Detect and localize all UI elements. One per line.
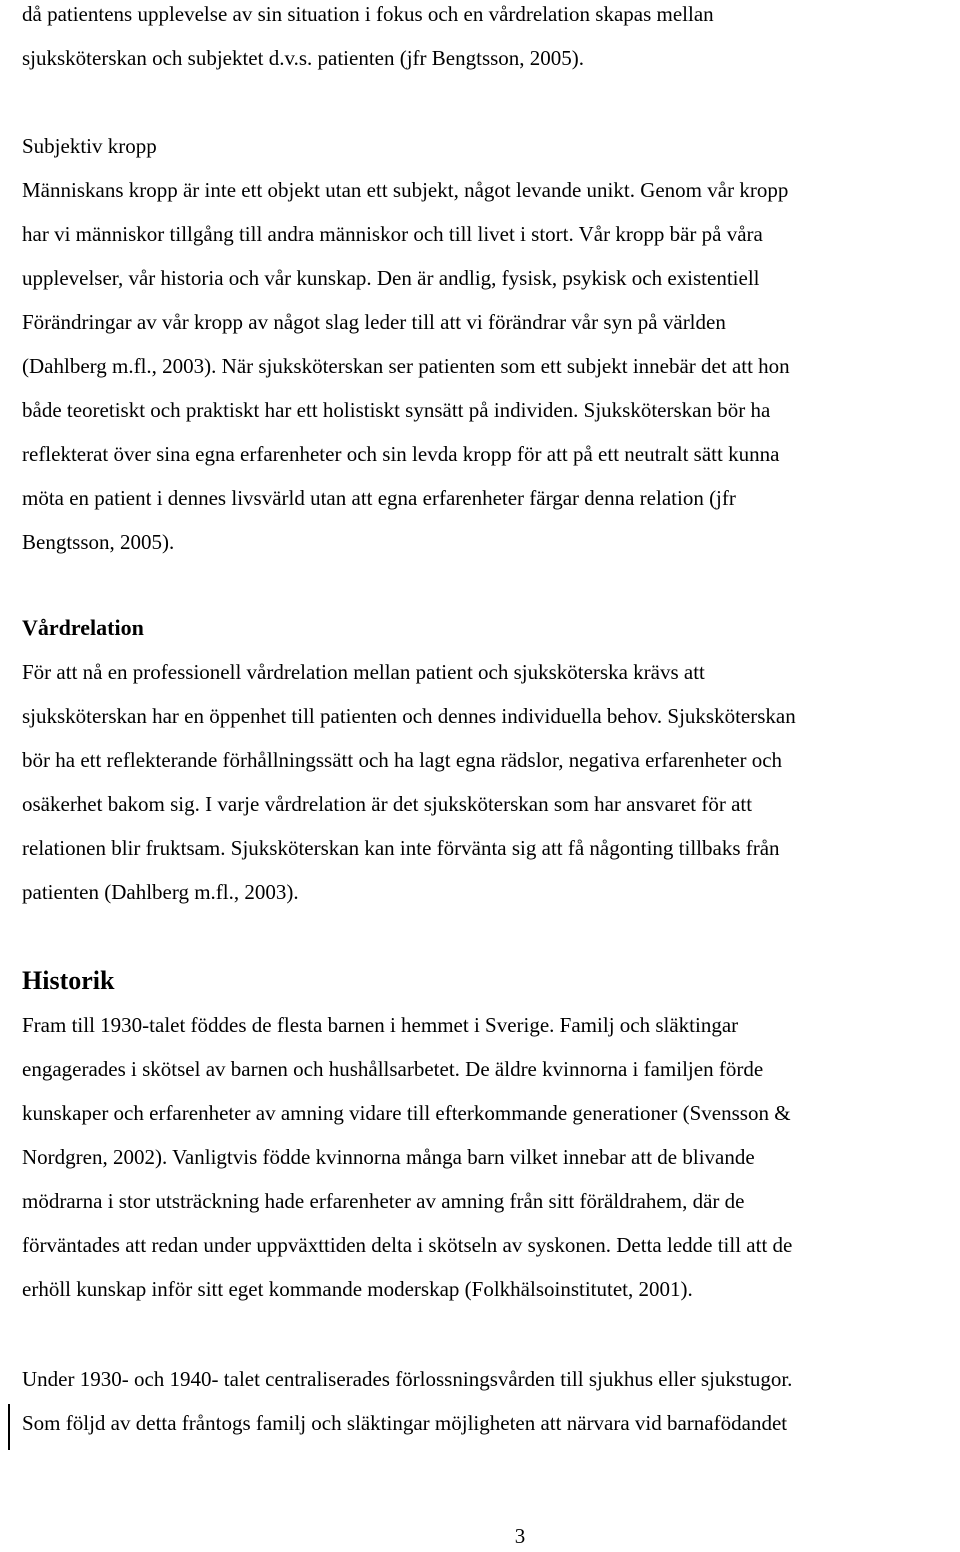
text-line: reflekterat över sina egna erfarenheter och sin levda kropp för att på ett neutralt sätt kunna — [22, 442, 780, 466]
section-historik — [22, 959, 942, 1311]
text-line: Som följd av detta fråntogs familj och släktingar möjligheten att närvara vid barnafödandet — [22, 1411, 788, 1435]
text-line: (Dahlberg m.fl., 2003). När sjuksköterskan ser patienten som ett subjekt innebär det att hon — [22, 354, 790, 378]
section-subjektiv-kropp — [22, 124, 942, 564]
text-line: För att nå en professionell vårdrelation mellan patient och sjuksköterska krävs att — [22, 660, 705, 684]
section-vardrelation — [22, 606, 942, 914]
text-line: Fram till 1930-talet föddes de flesta barnen i hemmet i Sverige. Familj och släktingar — [22, 1013, 739, 1037]
text-line: sjuksköterskan har en öppenhet till patienten och dennes individuella behov. Sjuksköterskan — [22, 704, 796, 728]
text-line: patienten (Dahlberg m.fl., 2003). — [22, 880, 299, 904]
section-heading: Vårdrelation — [22, 615, 144, 640]
text-line: då patientens upplevelse av sin situation i fokus och en vårdrelation skapas mellan — [22, 2, 714, 26]
text-line: Människans kropp är inte ett objekt utan ett subjekt, något levande unikt. Genom vår kropp — [22, 178, 789, 202]
text-line: Nordgren, 2002). Vanligtvis födde kvinnorna många barn vilket innebar att de blivande — [22, 1145, 755, 1169]
section-heading: Subjektiv kropp — [22, 134, 157, 158]
text-line: förväntades att redan under uppväxttiden delta i skötseln av syskonen. Detta ledde till att de — [22, 1233, 793, 1257]
text-line: har vi människor tillgång till andra människor och till livet i stort. Vår kropp bär på våra — [22, 222, 763, 246]
revision-change-bar — [8, 1404, 10, 1450]
text-line: Under 1930- och 1940- talet centraliserades förlossningsvården till sjukhus eller sjukstugor. — [22, 1367, 793, 1391]
text-line: erhöll kunskap inför sitt eget kommande moderskap (Folkhälsoinstitutet, 2001). — [22, 1277, 693, 1301]
text-line: osäkerhet bakom sig. I varje vårdrelation är det sjuksköterskan som har ansvaret för att — [22, 792, 753, 816]
section-heading: Historik — [22, 966, 115, 995]
text-line: kunskaper och erfarenheter av amning vidare till efterkommande generationer (Svensson & — [22, 1101, 791, 1125]
text-line: mödrarna i stor utsträckning hade erfarenheter av amning från sitt föräldrahem, där de — [22, 1189, 745, 1213]
intro-paragraph — [22, 0, 942, 80]
text-line: både teoretiskt och praktiskt har ett holistiskt synsätt på individen. Sjuksköterskan bör ha — [22, 398, 771, 422]
text-line: bör ha ett reflekterande förhållningssätt och ha lagt egna rädslor, negativa erfarenheter och — [22, 748, 783, 772]
text-line: upplevelser, vår historia och vår kunskap. Den är andlig, fysisk, psykisk och existentiell — [22, 266, 760, 290]
text-line: möta en patient i dennes livsvärld utan att egna erfarenheter färgar denna relation (jfr — [22, 486, 736, 510]
text-line: relationen blir fruktsam. Sjuksköterskan kan inte förvänta sig att få någonting tillbaks från — [22, 836, 780, 860]
historik-paragraph-2 — [22, 1357, 942, 1445]
text-line: Förändringar av vår kropp av något slag leder till att vi förändrar vår syn på världen — [22, 310, 726, 334]
text-line: Bengtsson, 2005). — [22, 530, 175, 554]
text-line: engagerades i skötsel av barnen och hushållsarbetet. De äldre kvinnorna i familjen förde — [22, 1057, 764, 1081]
text-line: sjuksköterskan och subjektet d.v.s. patienten (jfr Bengtsson, 2005). — [22, 46, 585, 70]
page-number: 3 — [514, 1524, 526, 1548]
